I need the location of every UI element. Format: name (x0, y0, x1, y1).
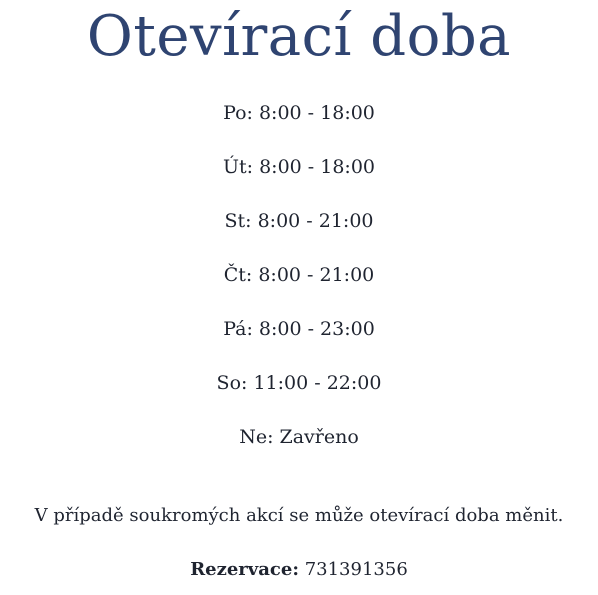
reservation-line (0, 558, 598, 582)
hours-item-saturday: So: 11:00 - 22:00 (216, 372, 382, 394)
hours-item-sunday: Ne: Zavřeno (239, 426, 359, 448)
reservation-phone-link[interactable]: 731391356 (304, 559, 408, 580)
reservation-label: Rezervace: (190, 559, 299, 580)
hours-item-thursday: Čt: 8:00 - 21:00 (223, 264, 375, 286)
hours-item-friday: Pá: 8:00 - 23:00 (223, 318, 375, 340)
private-events-note: V případě soukromých akcí se může otevírací doba měnit. (34, 505, 564, 526)
hours-item-tuesday: Út: 8:00 - 18:00 (222, 156, 375, 178)
page-title: Otevírací doba (86, 4, 512, 69)
hours-item-wednesday: St: 8:00 - 21:00 (224, 210, 374, 232)
hours-item-monday: Po: 8:00 - 18:00 (223, 102, 375, 124)
